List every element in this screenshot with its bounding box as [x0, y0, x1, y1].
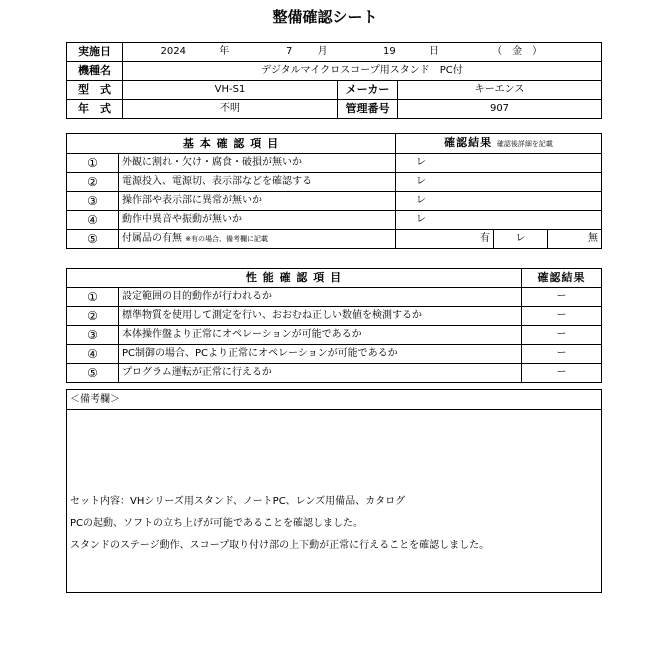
item-text: プログラム運転が正常に行えるか [119, 364, 522, 383]
item-number: ④ [67, 345, 119, 364]
item-text: 操作部や表示部に異常が無いか [119, 192, 396, 211]
year-model-row [67, 100, 602, 119]
item-text: PC制御の場合、PCより正常にオペレーションが可能であるか [119, 345, 522, 364]
accessory-mark: レ [494, 230, 548, 249]
item-number: ② [67, 307, 119, 326]
model-name-label: 機種名 [67, 62, 123, 81]
table-row [67, 307, 602, 326]
accessory-no: 無 [548, 230, 602, 249]
check-mark: レ [396, 154, 602, 173]
performance-header: 性 能 確 認 項 目 [67, 269, 522, 288]
basic-header: 基 本 確 認 項 目 [67, 134, 396, 154]
result-value: ー [522, 345, 602, 364]
item-number: ③ [67, 192, 119, 211]
weekday-value: （ 金 ） [492, 46, 543, 57]
basic-result-header [396, 134, 602, 154]
item-number: ① [67, 288, 119, 307]
accessory-note: ※有の場合、備考欄に記載 [185, 235, 269, 243]
result-value: ー [522, 364, 602, 383]
item-number: ① [67, 154, 119, 173]
remarks-box [66, 389, 602, 593]
item-number: ⑤ [67, 230, 119, 249]
result-value: ー [522, 307, 602, 326]
day-unit: 日 [428, 46, 439, 57]
check-mark: レ [396, 173, 602, 192]
result-value: ー [522, 288, 602, 307]
page-title: 整備確認シート [272, 8, 378, 26]
remarks-header: ＜備考欄＞ [67, 390, 601, 410]
table-row [67, 345, 602, 364]
item-number: ④ [67, 211, 119, 230]
check-mark: レ [396, 192, 602, 211]
remarks-line: PCの起動、ソフトの立ち上げが可能であることを確認しました。 [70, 518, 364, 529]
month-value: 7 [286, 46, 293, 57]
basic-header-row [67, 134, 602, 154]
basic-result-note: 確認後詳細を記載 [496, 140, 553, 148]
maker-label: メーカー [338, 81, 398, 100]
type-value: VH-S1 [123, 81, 338, 100]
model-row [67, 62, 602, 81]
item-number: ② [67, 173, 119, 192]
performance-check-table [66, 268, 602, 383]
type-row [67, 81, 602, 100]
result-value: ー [522, 326, 602, 345]
item-text: 動作中異音や振動が無いか [119, 211, 396, 230]
accessory-label: 付属品の有無 [122, 233, 182, 244]
date-label: 実施日 [67, 43, 123, 62]
table-row [67, 192, 602, 211]
year-model-value: 不明 [123, 100, 338, 119]
type-label: 型 式 [67, 81, 123, 100]
date-value [123, 43, 602, 62]
item-number: ⑤ [67, 364, 119, 383]
basic-check-table [66, 133, 602, 249]
item-text: 標準物質を使用して測定を行い、おおむね正しい数値を検測するか [119, 307, 522, 326]
year-unit: 年 [219, 46, 230, 57]
info-table [66, 42, 602, 119]
check-mark: レ [396, 211, 602, 230]
remarks-line: セット内容：VHシリーズ用スタンド、ノートPC、レンズ用備品、カタログ [70, 496, 406, 507]
item-number: ③ [67, 326, 119, 345]
table-row [67, 326, 602, 345]
month-unit: 月 [317, 46, 328, 57]
table-row [67, 288, 602, 307]
day-value: 19 [383, 46, 396, 57]
item-text [119, 230, 396, 249]
model-name-value: デジタルマイクロスコープ用スタンド PC付 [123, 62, 602, 81]
table-row [67, 364, 602, 383]
table-row [67, 154, 602, 173]
year-value: 2024 [160, 46, 186, 57]
performance-result-header: 確認結果 [522, 269, 602, 288]
item-text: 本体操作盤より正常にオペレーションが可能であるか [119, 326, 522, 345]
mgmt-label: 管理番号 [338, 100, 398, 119]
item-text: 電源投入、電源切、表示部などを確認する [119, 173, 396, 192]
item-text: 設定範囲の目的動作が行われるか [119, 288, 522, 307]
basic-result-label: 確認結果 [444, 136, 493, 149]
table-row [67, 173, 602, 192]
accessory-yes: 有 [396, 230, 494, 249]
table-row [67, 230, 602, 249]
item-text: 外観に割れ・欠け・腐食・破損が無いか [119, 154, 396, 173]
table-row [67, 211, 602, 230]
maker-value: キーエンス [398, 81, 602, 100]
date-row [67, 43, 602, 62]
mgmt-value: 907 [398, 100, 602, 119]
performance-header-row [67, 269, 602, 288]
remarks-line: スタンドのステージ動作、スコープ取り付け部の上下動が正常に行えることを確認しました。 [70, 540, 490, 551]
year-model-label: 年 式 [67, 100, 123, 119]
